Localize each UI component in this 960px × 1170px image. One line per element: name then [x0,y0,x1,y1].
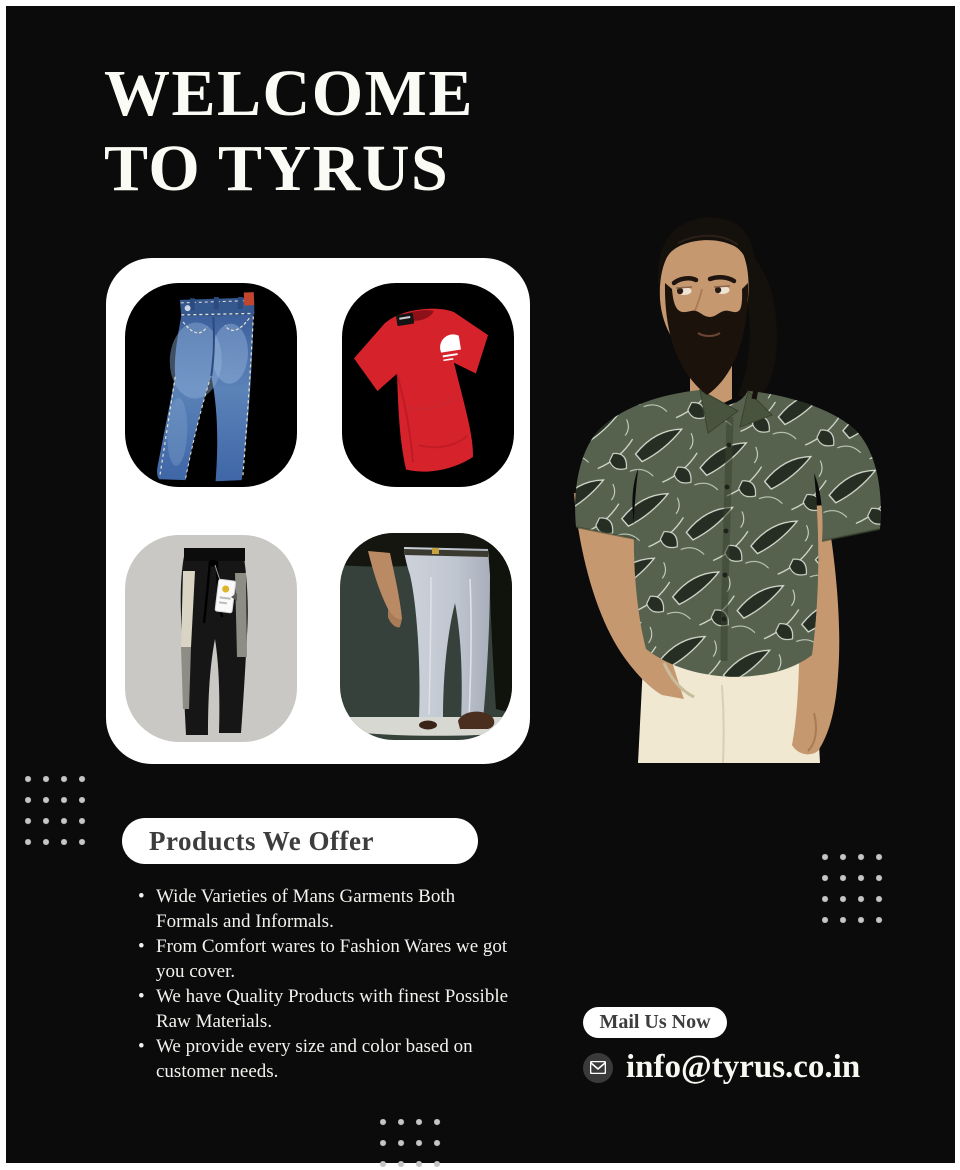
product-image-track-pants [125,535,297,742]
offer-bullet-2-line-2: you cover. [156,961,236,982]
tshirt-illustration [342,283,514,487]
offer-bullet-1-line-2: Formals and Informals. [156,911,334,932]
offers-list [130,884,520,1084]
contact-email-link[interactable]: info@tyrus.co.in [626,1049,861,1085]
email-row [583,1049,860,1086]
offer-bullet-4 [130,1034,520,1084]
title-line-1: WELCOME [104,57,474,130]
model-illustration [552,193,897,765]
dots-decoration-bottom [380,1119,442,1167]
mail-us-now-button[interactable] [583,1007,727,1038]
offer-bullet-1 [130,884,520,934]
poster-canvas [6,6,955,1163]
offer-bullet-3-line-1: We have Quality Products with finest Possible [156,986,509,1007]
products-we-offer-heading [122,818,478,864]
dots-decoration-left [25,776,87,845]
envelope-glyph [590,1061,606,1074]
offer-bullet-1-line-1: Wide Varieties of Mans Garments Both [156,886,456,907]
dots-decoration-right [822,854,884,923]
offer-bullet-2-line-1: From Comfort wares to Fashion Wares we got [156,936,508,957]
product-image-trousers [340,533,512,740]
track-pants-illustration [125,535,297,742]
products-we-offer-label: Products We Offer [149,825,374,856]
offer-bullet-4-line-1: We provide every size and color based on [156,1036,473,1057]
offer-bullet-4-line-2: customer needs. [156,1061,279,1082]
mail-us-now-label: Mail Us Now [599,1011,711,1033]
offer-bullet-2 [130,934,520,984]
offer-bullet-3 [130,984,520,1034]
page-title [104,56,474,206]
jeans-illustration [125,283,297,487]
offer-bullet-3-line-2: Raw Materials. [156,1011,273,1032]
envelope-icon [583,1053,613,1083]
product-gallery-card [106,258,530,764]
model-photo [552,193,897,765]
product-image-tshirt [342,283,514,487]
product-image-jeans [125,283,297,487]
title-line-2: TO TYRUS [104,132,450,206]
trousers-illustration [340,533,512,740]
